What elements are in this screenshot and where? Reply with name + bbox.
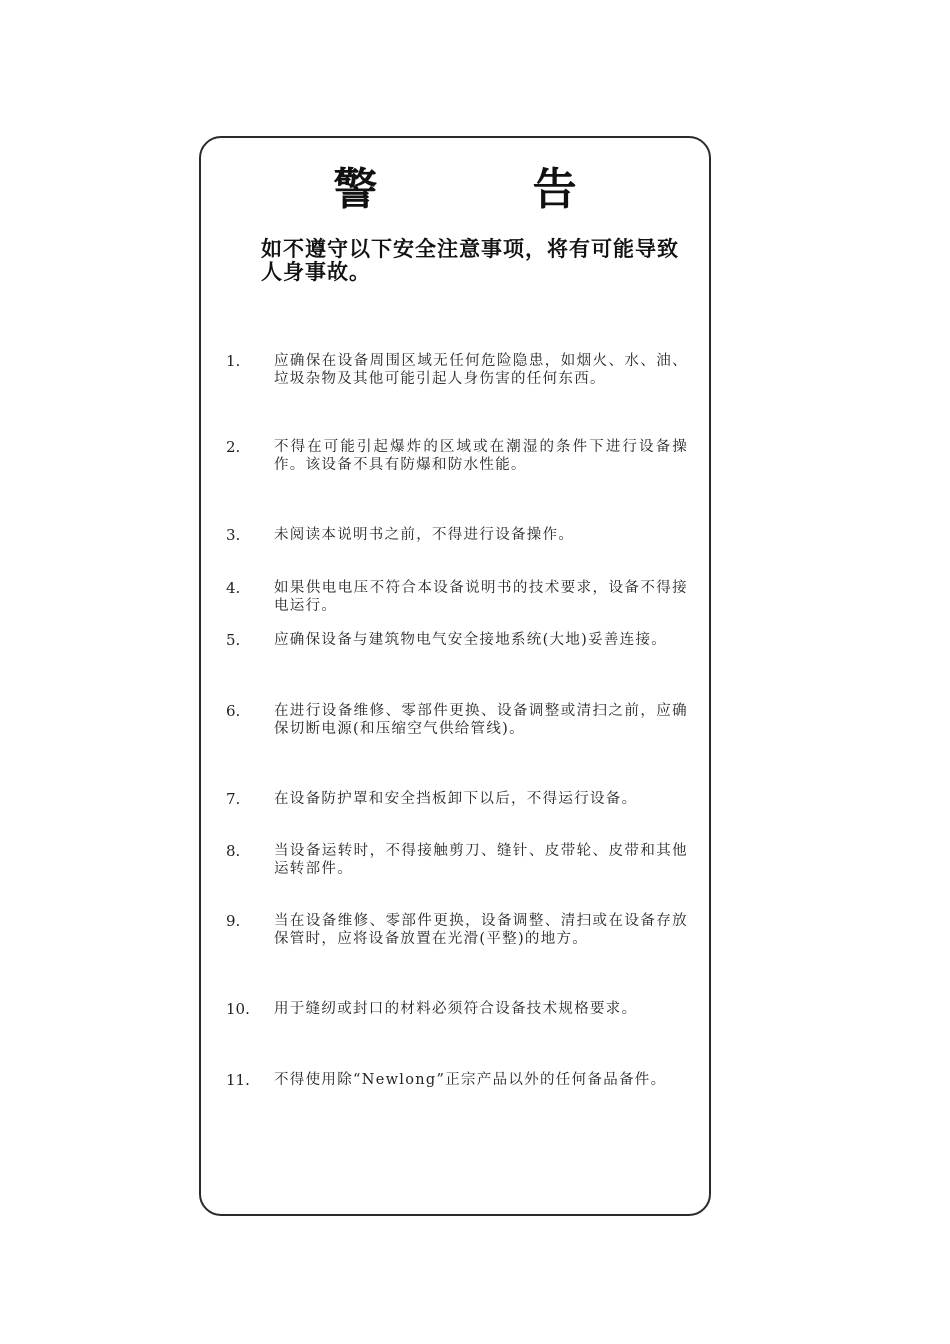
item-number: 4. [226,579,241,597]
item-number: 8. [226,842,241,860]
item-text: 在进行设备维修、零部件更换、设备调整或清扫之前，应确保切断电源(和压缩空气供给管线)。 [274,703,688,737]
item-number: 3. [226,526,241,544]
item-text: 应确保设备与建筑物电气安全接地系统(大地)妥善连接。 [274,632,668,648]
item-number: 6. [226,702,241,720]
item-text: 用于缝纫或封口的材料必须符合设备技术规格要求。 [274,1001,638,1017]
item-number: 9. [226,912,241,930]
item-text: 如果供电电压不符合本设备说明书的技术要求，设备不得接电运行。 [274,580,688,614]
item-text: 在设备防护罩和安全挡板卸下以后，不得运行设备。 [274,791,638,807]
warning-subtitle: 如不遵守以下安全注意事项，将有可能导致人身事故。 [261,237,679,284]
warning-card [199,136,711,1216]
item-text: 未阅读本说明书之前，不得进行设备操作。 [274,527,575,543]
item-number: 10. [226,1000,250,1018]
item-number: 11. [226,1071,250,1089]
item-text: 不得在可能引起爆炸的区域或在潮湿的条件下进行设备操作。该设备不具有防爆和防水性能。 [274,439,688,473]
item-number: 5. [226,631,241,649]
warning-title: 警 告 [333,164,647,215]
item-number: 2. [226,438,241,456]
item-text: 当在设备维修、零部件更换，设备调整、清扫或在设备存放保管时，应将设备放置在光滑(平整)的地方。 [274,913,688,947]
item-number: 1. [226,352,241,370]
item-text: 应确保在设备周围区域无任何危险隐患，如烟火、水、油、垃圾杂物及其他可能引起人身伤害的任何东西。 [274,353,688,387]
item-text: 不得使用除“Newlong”正宗产品以外的任何备品备件。 [274,1072,667,1088]
item-text: 当设备运转时，不得接触剪刀、缝针、皮带轮、皮带和其他运转部件。 [274,843,688,877]
item-number: 7. [226,790,241,808]
